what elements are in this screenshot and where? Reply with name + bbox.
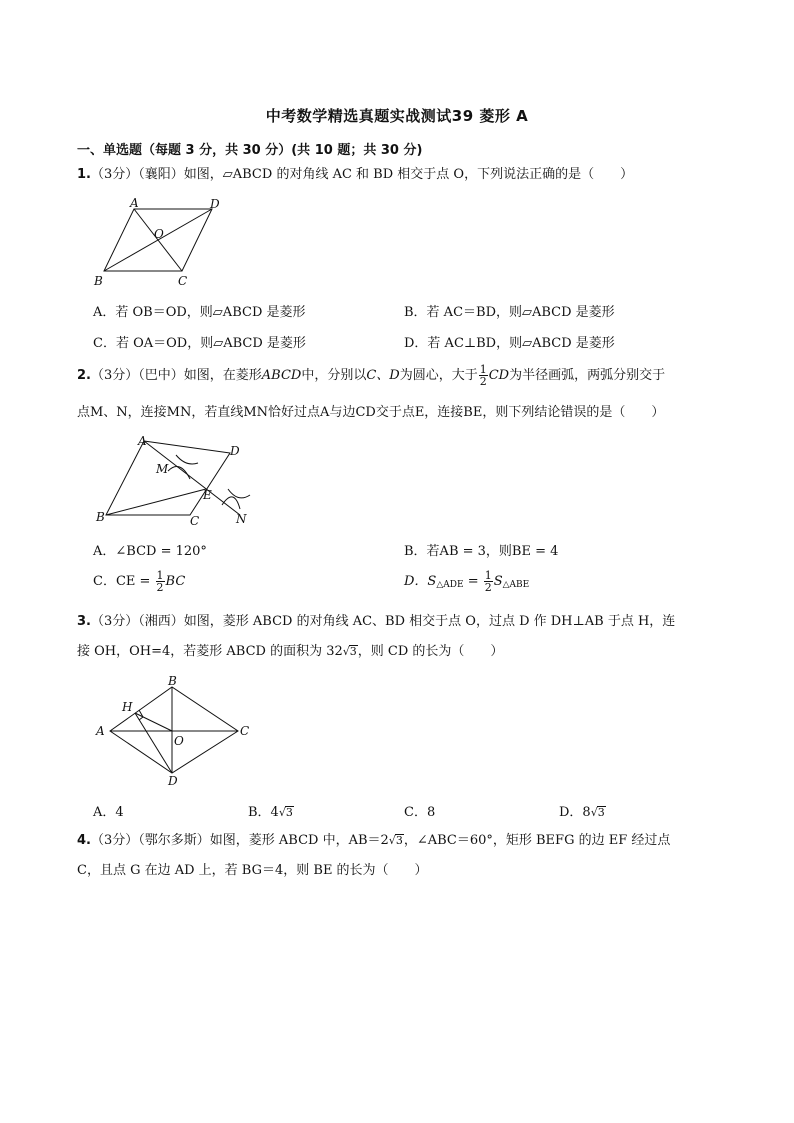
q1-option-a[interactable]: A．若 OB＝OD，则▱ABCD 是菱形 xyxy=(93,305,306,320)
q2-math: CD xyxy=(488,368,510,383)
question-4-line2: C，且点 G 在边 AD 上，若 BG＝4，则 BE 的长为（ ） xyxy=(77,863,428,878)
question-number: 2. xyxy=(77,368,91,383)
label-N: N xyxy=(236,512,247,526)
q2-text: 为半径画弧，两弧分别交于 xyxy=(509,368,666,383)
sqrt-sign: √ xyxy=(590,806,598,819)
frac-num: 1 xyxy=(156,569,164,582)
label-D: D xyxy=(168,774,178,788)
frac-den: 2 xyxy=(156,581,164,594)
fraction xyxy=(156,570,165,593)
q1-option-c[interactable]: C．若 OA＝OD，则▱ABCD 是菱形 xyxy=(93,336,306,351)
label-A: A xyxy=(96,724,105,738)
q3-option-c[interactable]: C．8 xyxy=(404,805,436,820)
question-number: 4. xyxy=(77,833,91,848)
sqrt-radicand: 3 xyxy=(349,645,357,658)
q2-math: C、D xyxy=(366,368,400,383)
frac-num: 1 xyxy=(479,363,487,376)
question-2-line1 xyxy=(77,364,665,387)
option-text: B．4 xyxy=(248,805,279,820)
q2-option-c[interactable] xyxy=(93,570,185,593)
q2-rhombus-figure xyxy=(90,433,260,528)
q2-text: （3分）（巴中）如图，在菱形 xyxy=(90,368,262,383)
q2-option-d[interactable] xyxy=(404,570,529,593)
label-D: D xyxy=(230,444,240,458)
question-1-text xyxy=(77,166,633,184)
sqrt-radicand: 3 xyxy=(395,834,403,847)
label-A: A xyxy=(130,196,139,210)
sqrt-sign: √ xyxy=(278,806,286,819)
q3-text: （3分）（湘西）如图，菱形 ABCD 的对角线 AC、BD 相交于点 O，过点 D 作 DH⊥AB 于点 H，连 xyxy=(90,614,676,629)
sqrt-sign: √ xyxy=(388,834,396,847)
q2-text: 为圆心，大于 xyxy=(399,368,478,383)
frac-den: 2 xyxy=(479,375,487,388)
label-C: C xyxy=(178,274,188,288)
label-D: D xyxy=(210,197,220,211)
option-math: D．S xyxy=(404,574,437,589)
option-text: D．8 xyxy=(559,805,591,820)
option-math: BC xyxy=(165,574,186,589)
q3-text: ，则 CD 的长为（ ） xyxy=(357,644,504,659)
label-C: C xyxy=(240,724,250,738)
label-B: B xyxy=(168,674,177,688)
frac-num: 1 xyxy=(484,569,492,582)
sqrt-radicand: 3 xyxy=(285,806,293,819)
sqrt-radicand: 3 xyxy=(597,806,605,819)
option-math: S xyxy=(493,574,503,589)
q2-option-a[interactable]: A．∠BCD = 120° xyxy=(93,544,207,559)
label-C: C xyxy=(190,514,200,528)
question-stem: （3分）（襄阳）如图，▱ABCD 的对角线 AC 和 BD 相交于点 O，下列说法正确的是（ ） xyxy=(90,167,634,182)
question-3-line2 xyxy=(77,643,503,661)
frac-den: 2 xyxy=(484,581,492,594)
page-title: 中考数学精选真题实战测试39 菱形 A xyxy=(265,107,529,125)
label-A: A xyxy=(138,434,147,448)
label-B: B xyxy=(94,274,103,288)
question-3-line1 xyxy=(77,613,675,631)
label-O: O xyxy=(154,227,164,241)
fraction xyxy=(484,570,493,593)
q2-option-b[interactable]: B．若AB = 3，则BE = 4 xyxy=(404,544,559,559)
q1-option-d[interactable]: D．若 AC⊥BD，则▱ABCD 是菱形 xyxy=(404,336,615,351)
label-H: H xyxy=(122,700,133,714)
label-E: E xyxy=(203,488,212,502)
question-4-line1 xyxy=(77,832,670,850)
question-number: 3. xyxy=(77,614,91,629)
q2-text: 中，分别以 xyxy=(301,368,367,383)
subscript: △ABE xyxy=(502,580,530,590)
question-2-line2: 点M、N，连接MN，若直线MN恰好过点A与边CD交于点E，连接BE，则下列结论错误的是（ ） xyxy=(77,405,665,420)
q2-math: ABCD xyxy=(261,368,302,383)
sqrt-sign: √ xyxy=(342,645,350,658)
q4-text: ，∠ABC＝60°，矩形 BEFG 的边 EF 经过点 xyxy=(403,833,671,848)
q3-rhombus-figure xyxy=(92,673,262,791)
label-O: O xyxy=(174,734,184,748)
label-M: M xyxy=(156,462,169,476)
question-number: 1. xyxy=(77,167,91,182)
option-text: = xyxy=(463,574,483,589)
label-B: B xyxy=(96,510,105,524)
subscript: △ADE xyxy=(436,580,464,590)
fraction xyxy=(479,364,488,387)
q1-option-b[interactable]: B．若 AC＝BD，则▱ABCD 是菱形 xyxy=(404,305,615,320)
q3-option-a[interactable]: A．4 xyxy=(93,805,124,820)
q3-text: 接 OH，OH=4，若菱形 ABCD 的面积为 32 xyxy=(77,644,343,659)
q3-option-b[interactable] xyxy=(248,801,294,820)
q4-text: （3分）（鄂尔多斯）如图，菱形 ABCD 中，AB＝2 xyxy=(90,833,389,848)
q3-option-d[interactable] xyxy=(559,801,606,820)
section-heading: 一、单选题（每题 3 分，共 30 分）(共 10 题；共 30 分) xyxy=(77,143,423,158)
q1-parallelogram-figure xyxy=(90,195,230,290)
option-text: C．CE = xyxy=(93,574,155,589)
